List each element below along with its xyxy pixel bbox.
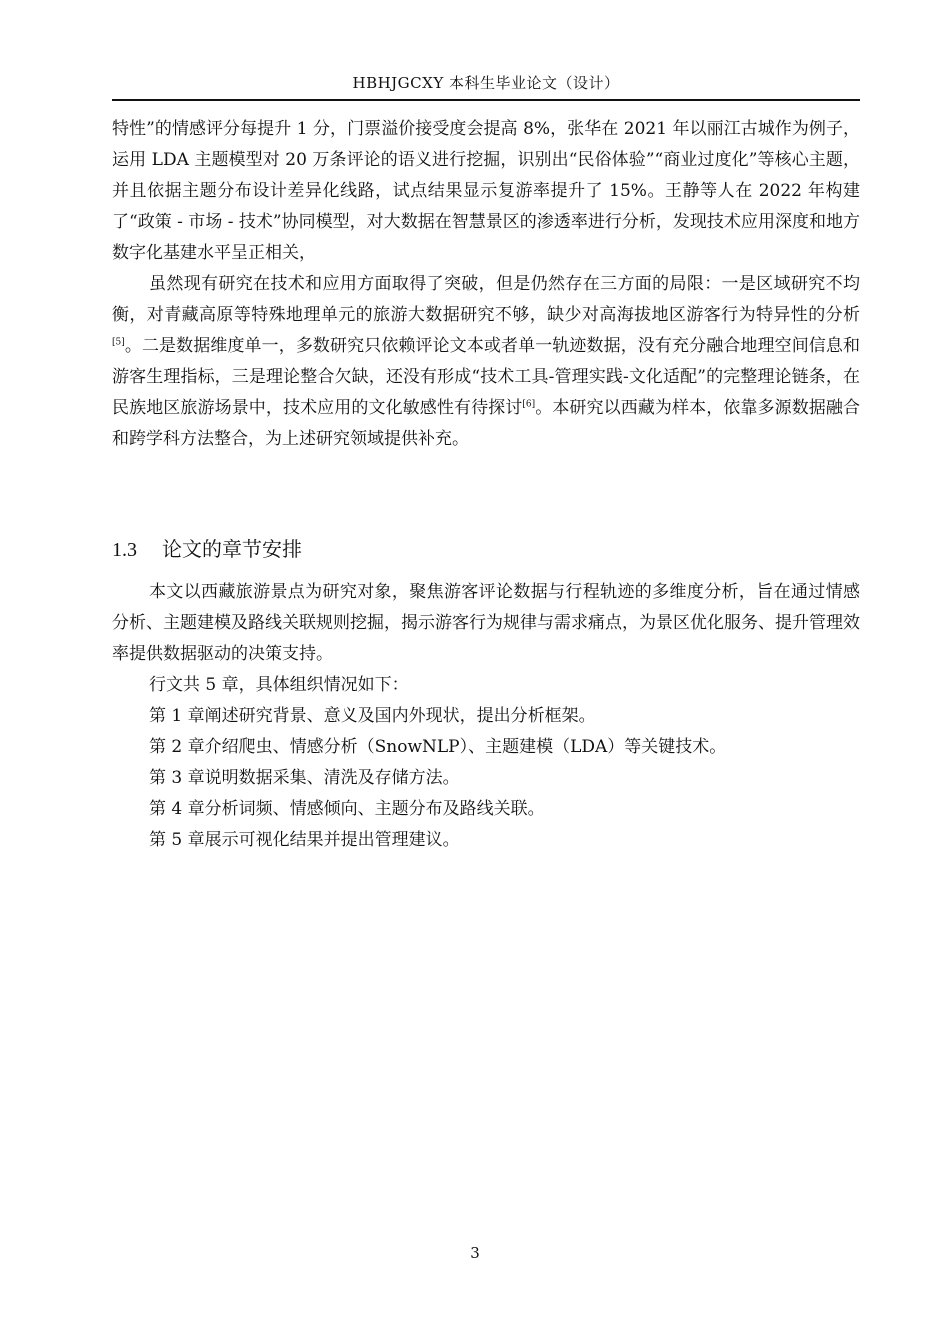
- running-header: HBHJGCXY 本科生毕业论文（设计）: [352, 74, 620, 92]
- section-body: [112, 577, 860, 856]
- section-intro-paragraph: 本文以西藏旅游景点为研究对象，聚焦游客评论数据与行程轨迹的多维度分析，旨在通过情感分析、主题建模及路线关联规则挖掘，揭示游客行为规律与需求痛点，为景区优化服务、提升管理效率提供数据驱动的决策支持。: [112, 582, 860, 664]
- body-text-top: [112, 114, 860, 455]
- citation-ref[interactable]: [5]: [112, 337, 125, 348]
- page-number: 3: [470, 1244, 480, 1262]
- chapter-overview: 行文共 5 章，具体组织情况如下：: [149, 675, 409, 695]
- paragraph-segment: 。本研究以西藏为样本，依靠多源数据融合和跨学科方法整合，为上述研究领域提供补充。: [112, 398, 861, 449]
- section-title: 论文的章节安排: [162, 537, 302, 561]
- paragraph-continued: 特性”的情感评分每提升 1 分，门票溢价接受度会提高 8%，张华在 2021 年以丽江古城作为例子，运用 LDA 主题模型对 20 万条评论的语义进行挖掘，识别出“民俗体验”“商业过度化”等核心主题，并且依据主题分布设计差异化线路，试点结果显示复游率提升了 15%。王静等人在 2022 年构建了“政策 - 市场 - 技术”协同模型，对大数据在智慧景区的渗透率进行分析，发现技术应用深度和地方数字化基建水平呈正相关，: [112, 119, 860, 263]
- paragraph-limitations: [112, 269, 860, 455]
- paragraph-segment: 。二是数据维度单一，多数研究只依赖评论文本或者单一轨迹数据，没有充分融合地理空间信息和游客生理指标，三是理论整合欠缺，还没有形成“技术工具-管理实践-文化适配”的完整理论链条，在民族地区旅游场景中，技术应用的文化敏感性有待探讨: [112, 336, 860, 418]
- chapter-item: 第 5 章展示可视化结果并提出管理建议。: [149, 830, 460, 850]
- chapter-item: 第 4 章分析词频、情感倾向、主题分布及路线关联。: [149, 799, 545, 819]
- chapter-item: 第 2 章介绍爬虫、情感分析（SnowNLP）、主题建模（LDA）等关键技术。: [149, 737, 727, 757]
- paragraph-segment: 虽然现有研究在技术和应用方面取得了突破，但是仍然存在三方面的局限：一是区域研究不均衡，对青藏高原等特殊地理单元的旅游大数据研究不够，缺少对高海拔地区游客行为特异性的分析: [112, 274, 860, 325]
- chapter-item: 第 1 章阐述研究背景、意义及国内外现状，提出分析框架。: [149, 706, 596, 726]
- citation-ref[interactable]: [6]: [522, 399, 536, 410]
- header-rule: [112, 99, 860, 101]
- section-heading: [112, 534, 302, 565]
- chapter-item: 第 3 章说明数据采集、清洗及存储方法。: [149, 768, 460, 788]
- section-number: 1.3: [112, 539, 137, 561]
